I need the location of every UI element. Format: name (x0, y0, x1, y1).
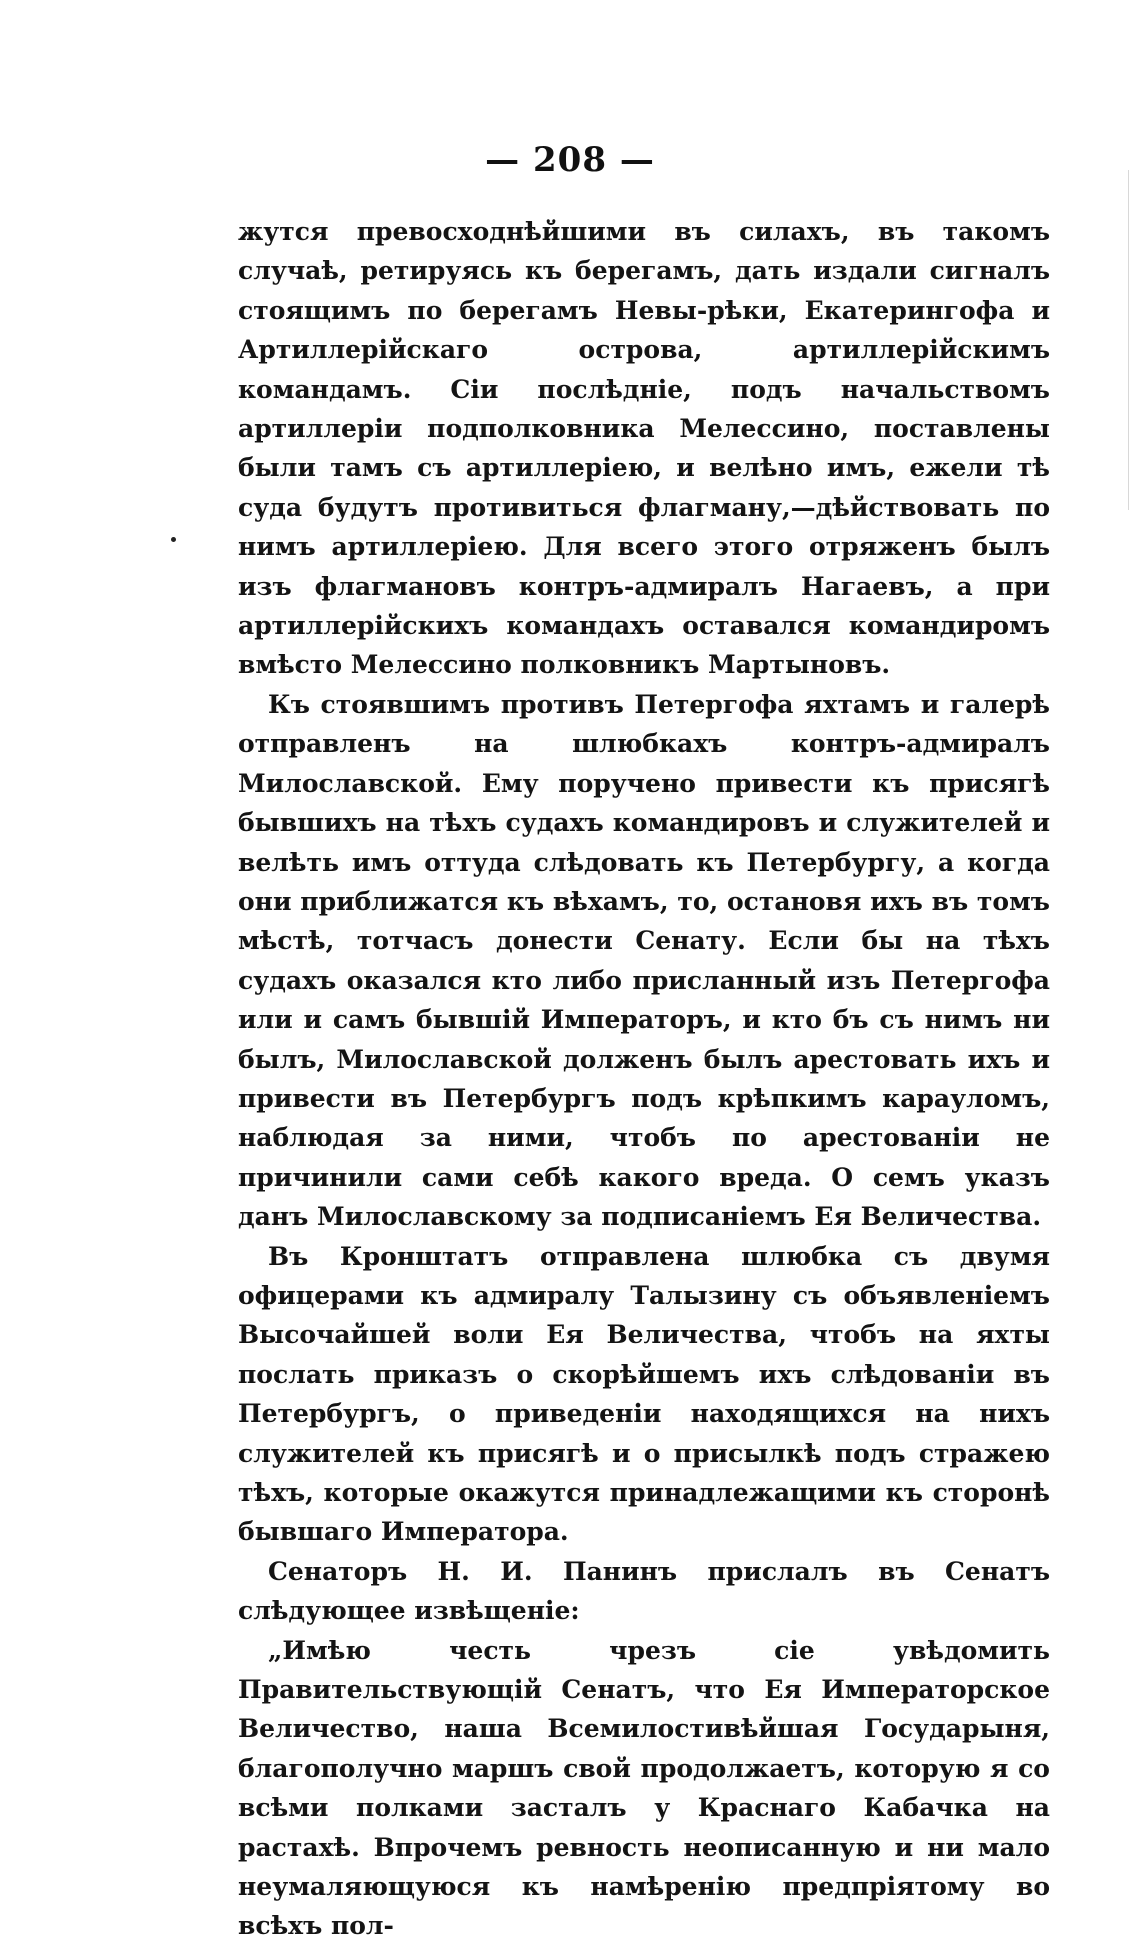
body-text (238, 212, 1050, 1946)
margin-speck (171, 537, 176, 542)
paragraph-panin-letter: „Имѣю честь чрезъ сіе увѣдомить Правительствующій Сенатъ, что Ея Императорское Величество, наша Всемилостивѣйшая Государыня, благополучно маршъ свой продолжаетъ, которую я со всѣми полками засталъ у Краснаго Кабачка на растахѣ. Впрочемъ ревность неописанную и ни мало неумаляющуюся къ намѣренію предпріятому во всѣхъ пол- (238, 1635, 1050, 1941)
paragraph-kronstadt: Въ Кронштатъ отправлена шлюбка съ двумя офицерами къ адмиралу Талызину съ объявленіемъ Высочайшей воли Ея Величества, чтобъ на яхты послать приказъ о скорѣйшемъ ихъ слѣдованіи въ Петербургъ, о приведеніи находящихся на нихъ служителей къ присягѣ и о присылкѣ подъ стражею тѣхъ, которые окажутся принадлежащими къ сторонѣ бывшаго Императора. (238, 1241, 1050, 1547)
page-edge-shadow (1128, 170, 1129, 510)
paragraph-continuation: жутся превосходнѣйшими въ силахъ, въ такомъ случаѣ, ретируясь къ берегамъ, дать издали сигналъ стоящимъ по берегамъ Невы-рѣки, Екатерингофа и Артиллерійскаго острова, артиллерійскимъ командамъ. Сіи послѣдніе, подъ начальствомъ артиллеріи подполковника Мелессино, поставлены были тамъ съ артиллеріею, и велѣно имъ, ежели тѣ суда будутъ противиться флагману,—дѣйствовать по нимъ артиллеріею. Для всего этого отряженъ былъ изъ флагмановъ контръ-адмиралъ Нагаевъ, а при артиллерійскихъ командахъ оставался командиромъ вмѣсто Мелессино полковникъ Мартыновъ. (238, 217, 1050, 680)
page-number: — 208 — (485, 140, 655, 180)
paragraph-panin-intro: Сенаторъ Н. И. Панинъ прислалъ въ Сенатъ слѣдующее извѣщеніе: (238, 1556, 1050, 1626)
paragraph-miloslavsky: Къ стоявшимъ противъ Петергофа яхтамъ и галерѣ отправленъ на шлюбкахъ контръ-адмиралъ Милославской. Ему поручено привести къ присягѣ бывшихъ на тѣхъ судахъ командировъ и служителей и велѣть имъ оттуда слѣдовать къ Петербургу, а когда они приближатся къ вѣхамъ, то, остановя ихъ въ томъ мѣстѣ, тотчасъ донести Сенату. Если бы на тѣхъ судахъ оказался кто либо присланный изъ Петергофа или и самъ бывшій Императоръ, и кто бъ съ нимъ ни былъ, Милославской долженъ былъ арестовать ихъ и привести въ Петербургъ подъ крѣпкимъ карауломъ, наблюдая за ними, чтобъ по арестованіи не причинили сами себѣ какого вреда. О семъ указъ данъ Милославскому за подписаніемъ Ея Величества. (238, 689, 1050, 1232)
